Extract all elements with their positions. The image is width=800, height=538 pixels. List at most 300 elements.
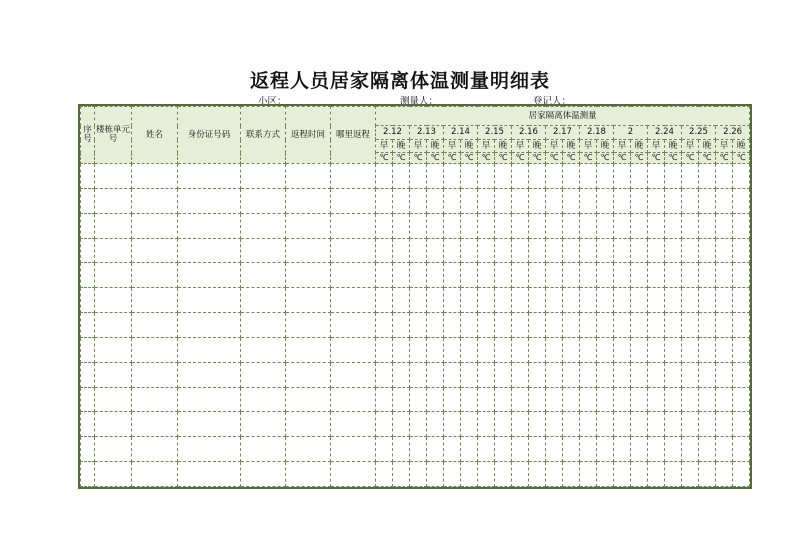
table-cell[interactable] [461, 437, 478, 462]
table-cell[interactable] [410, 164, 427, 189]
table-cell[interactable] [648, 387, 665, 412]
table-cell[interactable] [665, 288, 682, 313]
table-cell[interactable] [427, 412, 444, 437]
table-cell[interactable] [580, 362, 597, 387]
table-cell[interactable] [132, 337, 178, 362]
table-cell[interactable] [427, 164, 444, 189]
table-cell[interactable] [95, 164, 132, 189]
table-cell[interactable] [461, 313, 478, 338]
table-cell[interactable] [444, 263, 461, 288]
table-cell[interactable] [648, 412, 665, 437]
table-cell[interactable] [444, 437, 461, 462]
table-cell[interactable] [461, 238, 478, 263]
table-cell[interactable] [393, 412, 410, 437]
table-cell[interactable] [614, 337, 631, 362]
table-cell[interactable] [563, 188, 580, 213]
table-cell[interactable] [286, 337, 331, 362]
table-cell[interactable] [95, 263, 132, 288]
table-cell[interactable] [529, 412, 546, 437]
table-cell[interactable] [546, 164, 563, 189]
table-cell[interactable] [376, 437, 393, 462]
table-cell[interactable] [241, 437, 286, 462]
table-cell[interactable] [716, 387, 733, 412]
table-cell[interactable] [716, 238, 733, 263]
table-cell[interactable] [563, 337, 580, 362]
table-cell[interactable] [580, 462, 597, 487]
table-cell[interactable] [95, 213, 132, 238]
table-cell[interactable] [444, 164, 461, 189]
table-cell[interactable] [665, 213, 682, 238]
table-cell[interactable] [563, 412, 580, 437]
table-cell[interactable] [376, 288, 393, 313]
table-cell[interactable] [580, 437, 597, 462]
table-cell[interactable] [461, 362, 478, 387]
table-cell[interactable] [331, 437, 376, 462]
table-cell[interactable] [580, 313, 597, 338]
table-cell[interactable] [95, 313, 132, 338]
table-cell[interactable] [331, 412, 376, 437]
table-cell[interactable] [614, 462, 631, 487]
table-cell[interactable] [529, 213, 546, 238]
table-cell[interactable] [241, 362, 286, 387]
table-cell[interactable] [597, 362, 614, 387]
table-cell[interactable] [331, 387, 376, 412]
table-cell[interactable] [461, 188, 478, 213]
table-cell[interactable] [427, 288, 444, 313]
table-cell[interactable] [95, 238, 132, 263]
table-cell[interactable] [580, 263, 597, 288]
table-cell[interactable] [648, 337, 665, 362]
table-cell[interactable] [648, 263, 665, 288]
table-cell[interactable] [665, 337, 682, 362]
table-cell[interactable] [444, 213, 461, 238]
table-cell[interactable] [648, 288, 665, 313]
table-cell[interactable] [699, 412, 716, 437]
table-cell[interactable] [529, 238, 546, 263]
table-cell[interactable] [631, 337, 648, 362]
table-cell[interactable] [410, 337, 427, 362]
table-cell[interactable] [580, 288, 597, 313]
table-cell[interactable] [597, 337, 614, 362]
table-cell[interactable] [682, 188, 699, 213]
table-cell[interactable] [512, 313, 529, 338]
table-cell[interactable] [178, 164, 241, 189]
table-cell[interactable] [512, 164, 529, 189]
table-cell[interactable] [393, 462, 410, 487]
table-cell[interactable] [376, 164, 393, 189]
table-cell[interactable] [665, 263, 682, 288]
table-cell[interactable] [682, 337, 699, 362]
table-cell[interactable] [699, 462, 716, 487]
table-cell[interactable] [512, 188, 529, 213]
table-cell[interactable] [461, 412, 478, 437]
table-cell[interactable] [614, 313, 631, 338]
table-cell[interactable] [733, 362, 750, 387]
table-cell[interactable] [597, 313, 614, 338]
table-cell[interactable] [81, 164, 95, 189]
table-cell[interactable] [495, 412, 512, 437]
table-cell[interactable] [733, 238, 750, 263]
table-cell[interactable] [478, 437, 495, 462]
table-cell[interactable] [461, 288, 478, 313]
table-cell[interactable] [95, 288, 132, 313]
table-cell[interactable] [286, 263, 331, 288]
table-cell[interactable] [286, 412, 331, 437]
table-cell[interactable] [178, 213, 241, 238]
table-cell[interactable] [733, 213, 750, 238]
table-cell[interactable] [580, 238, 597, 263]
table-cell[interactable] [393, 362, 410, 387]
table-cell[interactable] [81, 188, 95, 213]
table-cell[interactable] [427, 188, 444, 213]
table-cell[interactable] [461, 337, 478, 362]
table-cell[interactable] [132, 164, 178, 189]
table-cell[interactable] [444, 288, 461, 313]
table-cell[interactable] [631, 313, 648, 338]
table-cell[interactable] [331, 238, 376, 263]
table-cell[interactable] [241, 313, 286, 338]
table-cell[interactable] [529, 462, 546, 487]
table-cell[interactable] [376, 387, 393, 412]
table-cell[interactable] [682, 213, 699, 238]
table-cell[interactable] [512, 387, 529, 412]
table-cell[interactable] [665, 238, 682, 263]
table-cell[interactable] [716, 263, 733, 288]
table-cell[interactable] [81, 263, 95, 288]
table-cell[interactable] [478, 263, 495, 288]
table-cell[interactable] [546, 288, 563, 313]
table-cell[interactable] [95, 362, 132, 387]
table-cell[interactable] [132, 362, 178, 387]
table-cell[interactable] [546, 437, 563, 462]
table-cell[interactable] [376, 462, 393, 487]
table-cell[interactable] [286, 437, 331, 462]
table-cell[interactable] [393, 387, 410, 412]
table-cell[interactable] [393, 288, 410, 313]
table-cell[interactable] [495, 462, 512, 487]
table-cell[interactable] [444, 238, 461, 263]
table-cell[interactable] [614, 387, 631, 412]
table-cell[interactable] [427, 263, 444, 288]
table-cell[interactable] [699, 238, 716, 263]
table-cell[interactable] [716, 337, 733, 362]
table-cell[interactable] [682, 164, 699, 189]
table-cell[interactable] [546, 412, 563, 437]
table-cell[interactable] [81, 362, 95, 387]
table-cell[interactable] [393, 437, 410, 462]
table-cell[interactable] [529, 288, 546, 313]
table-cell[interactable] [682, 238, 699, 263]
table-cell[interactable] [427, 337, 444, 362]
table-cell[interactable] [132, 213, 178, 238]
table-cell[interactable] [81, 288, 95, 313]
table-cell[interactable] [512, 462, 529, 487]
table-cell[interactable] [241, 238, 286, 263]
table-cell[interactable] [331, 213, 376, 238]
table-cell[interactable] [376, 188, 393, 213]
table-cell[interactable] [132, 313, 178, 338]
table-cell[interactable] [648, 164, 665, 189]
table-cell[interactable] [699, 362, 716, 387]
table-cell[interactable] [597, 387, 614, 412]
table-cell[interactable] [631, 437, 648, 462]
table-cell[interactable] [529, 263, 546, 288]
table-cell[interactable] [393, 263, 410, 288]
table-cell[interactable] [286, 213, 331, 238]
table-cell[interactable] [478, 387, 495, 412]
table-cell[interactable] [495, 362, 512, 387]
table-cell[interactable] [495, 188, 512, 213]
table-cell[interactable] [546, 238, 563, 263]
table-cell[interactable] [410, 387, 427, 412]
table-cell[interactable] [495, 238, 512, 263]
table-cell[interactable] [580, 164, 597, 189]
table-cell[interactable] [682, 412, 699, 437]
table-cell[interactable] [393, 337, 410, 362]
table-cell[interactable] [178, 313, 241, 338]
table-cell[interactable] [665, 462, 682, 487]
table-cell[interactable] [461, 387, 478, 412]
table-cell[interactable] [546, 362, 563, 387]
table-cell[interactable] [512, 288, 529, 313]
table-cell[interactable] [512, 337, 529, 362]
table-cell[interactable] [331, 188, 376, 213]
table-cell[interactable] [376, 238, 393, 263]
table-cell[interactable] [529, 437, 546, 462]
table-cell[interactable] [648, 362, 665, 387]
table-cell[interactable] [563, 213, 580, 238]
table-cell[interactable] [427, 313, 444, 338]
table-cell[interactable] [563, 313, 580, 338]
table-cell[interactable] [410, 437, 427, 462]
table-cell[interactable] [331, 462, 376, 487]
table-cell[interactable] [733, 437, 750, 462]
table-cell[interactable] [81, 337, 95, 362]
table-cell[interactable] [178, 288, 241, 313]
table-cell[interactable] [665, 412, 682, 437]
table-cell[interactable] [682, 462, 699, 487]
table-cell[interactable] [716, 213, 733, 238]
table-cell[interactable] [682, 362, 699, 387]
table-cell[interactable] [733, 188, 750, 213]
table-cell[interactable] [376, 337, 393, 362]
table-cell[interactable] [563, 238, 580, 263]
table-cell[interactable] [95, 337, 132, 362]
table-cell[interactable] [716, 362, 733, 387]
table-cell[interactable] [529, 337, 546, 362]
table-cell[interactable] [95, 437, 132, 462]
table-cell[interactable] [614, 362, 631, 387]
table-cell[interactable] [286, 164, 331, 189]
table-cell[interactable] [546, 387, 563, 412]
table-cell[interactable] [580, 337, 597, 362]
table-cell[interactable] [597, 288, 614, 313]
table-cell[interactable] [597, 437, 614, 462]
table-cell[interactable] [512, 437, 529, 462]
table-cell[interactable] [95, 387, 132, 412]
table-cell[interactable] [241, 387, 286, 412]
table-cell[interactable] [699, 188, 716, 213]
table-cell[interactable] [444, 462, 461, 487]
table-cell[interactable] [410, 213, 427, 238]
table-cell[interactable] [648, 437, 665, 462]
table-cell[interactable] [563, 462, 580, 487]
table-cell[interactable] [495, 313, 512, 338]
table-cell[interactable] [81, 412, 95, 437]
table-cell[interactable] [132, 238, 178, 263]
table-cell[interactable] [478, 412, 495, 437]
table-cell[interactable] [81, 387, 95, 412]
table-cell[interactable] [178, 362, 241, 387]
table-cell[interactable] [393, 313, 410, 338]
table-cell[interactable] [461, 164, 478, 189]
table-cell[interactable] [648, 213, 665, 238]
table-cell[interactable] [614, 213, 631, 238]
table-cell[interactable] [81, 238, 95, 263]
table-cell[interactable] [478, 213, 495, 238]
table-cell[interactable] [648, 313, 665, 338]
table-cell[interactable] [529, 313, 546, 338]
table-cell[interactable] [178, 337, 241, 362]
table-cell[interactable] [286, 188, 331, 213]
table-cell[interactable] [733, 412, 750, 437]
table-cell[interactable] [563, 387, 580, 412]
table-cell[interactable] [241, 412, 286, 437]
table-cell[interactable] [716, 462, 733, 487]
table-cell[interactable] [665, 164, 682, 189]
table-cell[interactable] [461, 213, 478, 238]
table-cell[interactable] [132, 188, 178, 213]
table-cell[interactable] [631, 263, 648, 288]
table-cell[interactable] [410, 462, 427, 487]
table-cell[interactable] [393, 238, 410, 263]
table-cell[interactable] [393, 213, 410, 238]
table-cell[interactable] [495, 387, 512, 412]
table-cell[interactable] [631, 288, 648, 313]
table-cell[interactable] [478, 238, 495, 263]
table-cell[interactable] [495, 337, 512, 362]
table-cell[interactable] [546, 263, 563, 288]
table-cell[interactable] [427, 462, 444, 487]
table-cell[interactable] [733, 387, 750, 412]
table-cell[interactable] [286, 387, 331, 412]
table-cell[interactable] [563, 164, 580, 189]
table-cell[interactable] [597, 238, 614, 263]
table-cell[interactable] [286, 238, 331, 263]
table-cell[interactable] [376, 213, 393, 238]
table-cell[interactable] [241, 213, 286, 238]
table-cell[interactable] [495, 213, 512, 238]
table-cell[interactable] [563, 362, 580, 387]
table-cell[interactable] [444, 412, 461, 437]
table-cell[interactable] [427, 387, 444, 412]
table-cell[interactable] [733, 288, 750, 313]
table-cell[interactable] [716, 437, 733, 462]
table-cell[interactable] [665, 437, 682, 462]
table-cell[interactable] [716, 188, 733, 213]
table-cell[interactable] [461, 263, 478, 288]
table-cell[interactable] [733, 462, 750, 487]
table-cell[interactable] [563, 437, 580, 462]
table-cell[interactable] [132, 462, 178, 487]
table-cell[interactable] [132, 412, 178, 437]
table-cell[interactable] [614, 412, 631, 437]
table-cell[interactable] [682, 313, 699, 338]
table-cell[interactable] [178, 387, 241, 412]
table-cell[interactable] [178, 437, 241, 462]
table-cell[interactable] [461, 462, 478, 487]
table-cell[interactable] [699, 164, 716, 189]
table-cell[interactable] [546, 313, 563, 338]
table-cell[interactable] [529, 188, 546, 213]
table-cell[interactable] [580, 412, 597, 437]
table-cell[interactable] [614, 238, 631, 263]
table-cell[interactable] [597, 164, 614, 189]
table-cell[interactable] [512, 213, 529, 238]
table-cell[interactable] [478, 362, 495, 387]
table-cell[interactable] [665, 362, 682, 387]
table-cell[interactable] [81, 213, 95, 238]
table-cell[interactable] [95, 188, 132, 213]
table-cell[interactable] [716, 288, 733, 313]
table-cell[interactable] [427, 437, 444, 462]
table-cell[interactable] [512, 362, 529, 387]
table-cell[interactable] [331, 288, 376, 313]
table-cell[interactable] [393, 188, 410, 213]
table-cell[interactable] [546, 188, 563, 213]
table-cell[interactable] [410, 263, 427, 288]
table-cell[interactable] [286, 362, 331, 387]
table-cell[interactable] [631, 362, 648, 387]
table-cell[interactable] [241, 288, 286, 313]
table-cell[interactable] [444, 362, 461, 387]
table-cell[interactable] [580, 188, 597, 213]
table-cell[interactable] [410, 188, 427, 213]
table-cell[interactable] [241, 337, 286, 362]
table-cell[interactable] [716, 313, 733, 338]
table-cell[interactable] [410, 313, 427, 338]
table-cell[interactable] [286, 288, 331, 313]
table-cell[interactable] [682, 437, 699, 462]
table-cell[interactable] [699, 263, 716, 288]
table-cell[interactable] [410, 362, 427, 387]
table-cell[interactable] [699, 313, 716, 338]
table-cell[interactable] [410, 288, 427, 313]
table-cell[interactable] [597, 263, 614, 288]
table-cell[interactable] [95, 462, 132, 487]
table-cell[interactable] [682, 387, 699, 412]
table-cell[interactable] [546, 213, 563, 238]
table-cell[interactable] [563, 263, 580, 288]
table-cell[interactable] [648, 238, 665, 263]
table-cell[interactable] [286, 313, 331, 338]
table-cell[interactable] [444, 313, 461, 338]
table-cell[interactable] [427, 238, 444, 263]
table-cell[interactable] [241, 263, 286, 288]
table-cell[interactable] [178, 462, 241, 487]
table-cell[interactable] [81, 313, 95, 338]
table-cell[interactable] [631, 387, 648, 412]
table-cell[interactable] [733, 164, 750, 189]
table-cell[interactable] [241, 462, 286, 487]
table-cell[interactable] [495, 288, 512, 313]
table-cell[interactable] [495, 437, 512, 462]
table-cell[interactable] [178, 238, 241, 263]
table-cell[interactable] [699, 337, 716, 362]
table-cell[interactable] [614, 437, 631, 462]
table-cell[interactable] [286, 462, 331, 487]
table-cell[interactable] [478, 164, 495, 189]
